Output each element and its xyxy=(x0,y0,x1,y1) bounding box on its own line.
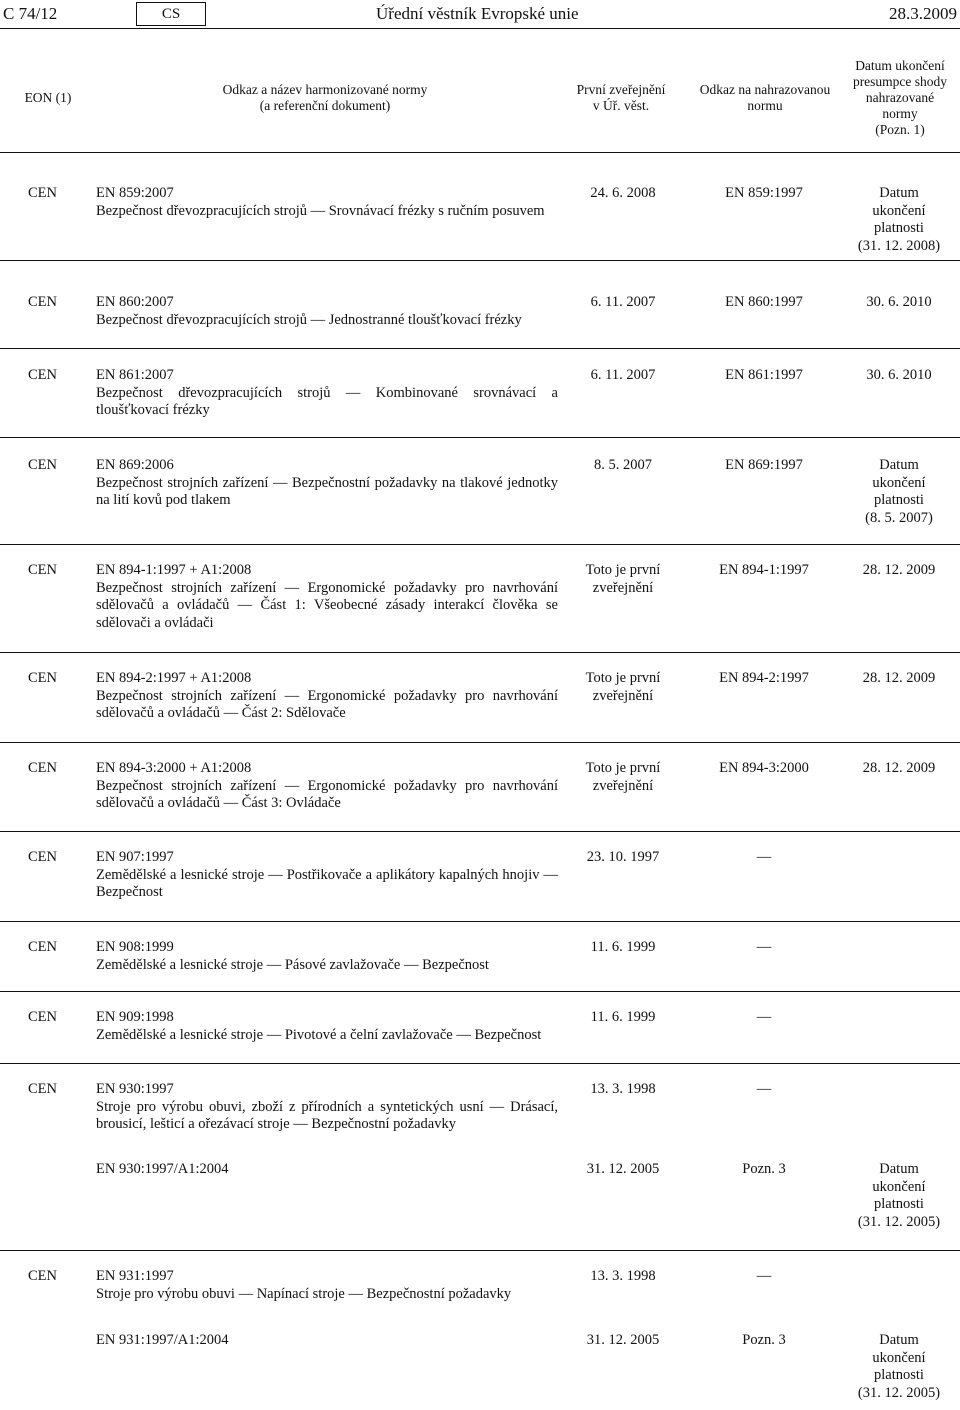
row-standard-code: EN 861:2007 xyxy=(96,367,174,383)
row-date-line: Datum xyxy=(879,1161,919,1177)
row-first-publication xyxy=(568,670,678,705)
row-date-line: ukončení xyxy=(872,1349,926,1366)
row-date-line: (31. 12. 2008) xyxy=(857,237,941,254)
running-head xyxy=(0,0,960,30)
language-badge: CS xyxy=(136,2,206,26)
row-date-line: platnosti xyxy=(874,220,924,236)
row-pub-line: Toto je první xyxy=(585,670,661,686)
row-standard-title: Bezpečnost dřevozpracujících strojů — Kombinované srovnávací a tloušťkovací frézky xyxy=(96,384,558,418)
amendment-code: EN 930:1997/A1:2004 xyxy=(96,1161,229,1177)
row-date-line: Datum xyxy=(879,457,919,473)
header-repl-line2: normu xyxy=(747,98,783,113)
table-row xyxy=(0,991,960,1064)
row-reference xyxy=(96,939,558,974)
row-first-publication: 11. 6. 1999 xyxy=(590,939,656,955)
row-reference xyxy=(96,294,558,329)
amendment-publication: 31. 12. 2005 xyxy=(586,1332,660,1348)
row-date-line: Datum xyxy=(879,185,919,201)
row-cessation-date xyxy=(840,185,958,255)
header-superseded xyxy=(690,82,840,114)
row-reference xyxy=(96,457,558,510)
row-standard-title: Bezpečnost strojních zařízení — Ergonomické požadavky pro navrhování sdělovačů a ovládačů — Část 2: Sdělovače xyxy=(96,687,558,721)
row-pub-line: zveřejnění xyxy=(592,777,654,794)
header-pub-line1: První zveřejnění xyxy=(576,82,666,97)
row-date-line: ukončení xyxy=(872,202,926,219)
row-superseded-standard: — xyxy=(756,1268,772,1284)
row-organisation: CEN xyxy=(28,1009,57,1025)
table-row xyxy=(0,1250,960,1410)
header-date-line1: Datum ukončení xyxy=(855,58,945,73)
row-standard-title: Stroje pro výrobu obuvi — Napínací stroje — Bezpečnostní požadavky xyxy=(96,1285,512,1302)
row-standard-title: Bezpečnost strojních zařízení — Ergonomické požadavky pro navrhování sdělovačů a ovládačů — Část 3: Ovládače xyxy=(96,777,558,811)
row-superseded-standard: EN 860:1997 xyxy=(725,294,803,310)
row-superseded-standard: EN 894-3:2000 xyxy=(719,760,809,776)
row-reference xyxy=(96,185,558,220)
table-row xyxy=(0,348,960,438)
header-reference-line2: (a referenční dokument) xyxy=(259,98,391,113)
row-first-publication xyxy=(568,760,678,795)
row-cessation-date: 28. 12. 2009 xyxy=(862,670,936,686)
header-reference-line1: Odkaz a název harmonizované normy xyxy=(222,82,428,97)
row-superseded-standard: — xyxy=(756,1009,772,1025)
row-date-line: platnosti xyxy=(874,492,924,508)
table-row xyxy=(0,544,960,653)
row-organisation: CEN xyxy=(28,849,57,865)
page-number: C 74/12 xyxy=(3,4,58,23)
row-standard-title: Bezpečnost dřevozpracujících strojů — Jednostranné tloušťkovací frézky xyxy=(96,311,522,328)
row-standard-code: EN 930:1997 xyxy=(96,1081,174,1097)
row-superseded-standard: — xyxy=(756,849,772,865)
table-header xyxy=(0,28,960,153)
row-date-line: (31. 12. 2005) xyxy=(857,1384,941,1401)
header-pub-line2: v Úř. věst. xyxy=(592,98,650,113)
issue-date: 28.3.2009 xyxy=(889,4,957,23)
row-standard-code: EN 907:1997 xyxy=(96,849,174,865)
row-reference xyxy=(96,562,558,632)
row-superseded-standard: EN 894-2:1997 xyxy=(719,670,809,686)
row-organisation: CEN xyxy=(28,457,57,473)
row-organisation: CEN xyxy=(28,760,57,776)
header-cessation-date xyxy=(842,58,958,138)
row-organisation: CEN xyxy=(28,939,57,955)
row-first-publication: 6. 11. 2007 xyxy=(590,294,656,310)
row-date-line: (31. 12. 2005) xyxy=(857,1213,941,1230)
row-organisation: CEN xyxy=(28,1081,57,1097)
table-row xyxy=(0,152,960,261)
row-standard-title: Bezpečnost dřevozpracujících strojů — Srovnávací frézky s ručním posuvem xyxy=(96,202,545,219)
row-first-publication: 6. 11. 2007 xyxy=(590,367,656,383)
row-pub-line: Toto je první xyxy=(585,760,661,776)
row-date-line: ukončení xyxy=(872,474,926,491)
row-cessation-date: 30. 6. 2010 xyxy=(866,294,932,310)
row-first-publication: 13. 3. 1998 xyxy=(590,1081,656,1097)
row-pub-line: zveřejnění xyxy=(592,579,654,596)
row-standard-title: Bezpečnost strojních zařízení — Bezpečnostní požadavky na tlakové jednotky na lití kovů pod tlakem xyxy=(96,474,558,508)
header-date-line3: nahrazované xyxy=(865,90,935,105)
row-organisation: CEN xyxy=(28,367,57,383)
row-reference xyxy=(96,367,558,420)
row-organisation: CEN xyxy=(28,185,57,201)
row-date-line: ukončení xyxy=(872,1178,926,1195)
amendment-code: EN 931:1997/A1:2004 xyxy=(96,1332,229,1348)
header-reference xyxy=(200,82,450,114)
row-standard-title: Zemědělské a lesnické stroje — Pivotové a čelní zavlažovače — Bezpečnost xyxy=(96,1026,542,1043)
row-date-line: (8. 5. 2007) xyxy=(865,509,933,526)
row-organisation: CEN xyxy=(28,670,57,686)
row-cessation-date: 28. 12. 2009 xyxy=(862,760,936,776)
row-reference xyxy=(96,760,558,813)
row-standard-title: Zemědělské a lesnické stroje — Postřikovače a aplikátory kapalných hnojiv — Bezpečnost xyxy=(96,866,558,900)
row-superseded-standard: — xyxy=(756,1081,772,1097)
row-reference xyxy=(96,1081,558,1134)
row-reference xyxy=(96,670,558,723)
row-first-publication: 24. 6. 2008 xyxy=(590,185,656,201)
row-standard-code: EN 909:1998 xyxy=(96,1009,174,1025)
row-date-line: platnosti xyxy=(874,1196,924,1212)
row-cessation-date: 28. 12. 2009 xyxy=(862,562,936,578)
row-superseded-standard: EN 869:1997 xyxy=(725,457,803,473)
row-standard-code: EN 908:1999 xyxy=(96,939,174,955)
row-standard-code: EN 894-1:1997 + A1:2008 xyxy=(96,562,252,578)
journal-title: Úřední věstník Evropské unie xyxy=(376,4,579,23)
row-first-publication: 8. 5. 2007 xyxy=(594,457,652,473)
row-superseded-standard: — xyxy=(756,939,772,955)
row-cessation-date: 30. 6. 2010 xyxy=(866,367,932,383)
table-row xyxy=(0,742,960,832)
row-first-publication xyxy=(568,562,678,597)
header-date-line2: presumpce shody xyxy=(852,74,948,89)
row-standard-title: Stroje pro výrobu obuvi, zboží z přírodních a syntetických usní — Drásací, brousicí, lešticí a ořezávací stroje — Bezpečnostní požadavky xyxy=(96,1098,558,1132)
row-organisation: CEN xyxy=(28,1268,57,1284)
header-eon xyxy=(8,90,88,106)
row-first-publication: 23. 10. 1997 xyxy=(586,849,660,865)
row-standard-title: Bezpečnost strojních zařízení — Ergonomické požadavky pro navrhování sdělovačů a ovládačů — Část 1: Všeobecné zásady interakcí člověka se sdělovači a ovládači xyxy=(96,579,558,631)
row-standard-code: EN 860:2007 xyxy=(96,294,174,310)
header-repl-line1: Odkaz na nahrazovanou xyxy=(699,82,831,97)
row-date-line: Datum xyxy=(879,1332,919,1348)
amendment-publication: 31. 12. 2005 xyxy=(586,1161,660,1177)
row-superseded-standard: EN 861:1997 xyxy=(725,367,803,383)
row-organisation: CEN xyxy=(28,562,57,578)
header-date-line4: normy xyxy=(882,106,918,121)
table-row xyxy=(0,831,960,922)
header-date-line5: (Pozn. 1) xyxy=(875,122,925,137)
header-eon-label: EON (1) xyxy=(24,90,72,105)
row-standard-title: Zemědělské a lesnické stroje — Pásové zavlažovače — Bezpečnost xyxy=(96,956,489,973)
row-standard-code: EN 894-2:1997 + A1:2008 xyxy=(96,670,252,686)
row-standard-code: EN 931:1997 xyxy=(96,1268,174,1284)
row-standard-code: EN 869:2006 xyxy=(96,457,174,473)
amendment-cessation-date xyxy=(840,1332,958,1402)
header-first-publication xyxy=(565,82,677,114)
row-organisation: CEN xyxy=(28,294,57,310)
amendment-note: Pozn. 3 xyxy=(742,1161,786,1177)
row-cessation-date xyxy=(840,457,958,527)
table-row xyxy=(0,260,960,349)
row-pub-line: zveřejnění xyxy=(592,687,654,704)
row-standard-code: EN 859:2007 xyxy=(96,185,174,201)
row-superseded-standard: EN 894-1:1997 xyxy=(719,562,809,578)
row-reference xyxy=(96,1268,558,1303)
table-row xyxy=(0,652,960,743)
row-reference xyxy=(96,1009,558,1044)
row-pub-line: Toto je první xyxy=(585,562,661,578)
table-row xyxy=(0,437,960,545)
row-superseded-standard: EN 859:1997 xyxy=(725,185,803,201)
row-standard-code: EN 894-3:2000 + A1:2008 xyxy=(96,760,252,776)
row-first-publication: 11. 6. 1999 xyxy=(590,1009,656,1025)
row-first-publication: 13. 3. 1998 xyxy=(590,1268,656,1284)
row-reference xyxy=(96,849,558,902)
table-row xyxy=(0,921,960,992)
row-date-line: platnosti xyxy=(874,1367,924,1383)
amendment-cessation-date xyxy=(840,1161,958,1231)
amendment-note: Pozn. 3 xyxy=(742,1332,786,1348)
table-row xyxy=(0,1063,960,1251)
